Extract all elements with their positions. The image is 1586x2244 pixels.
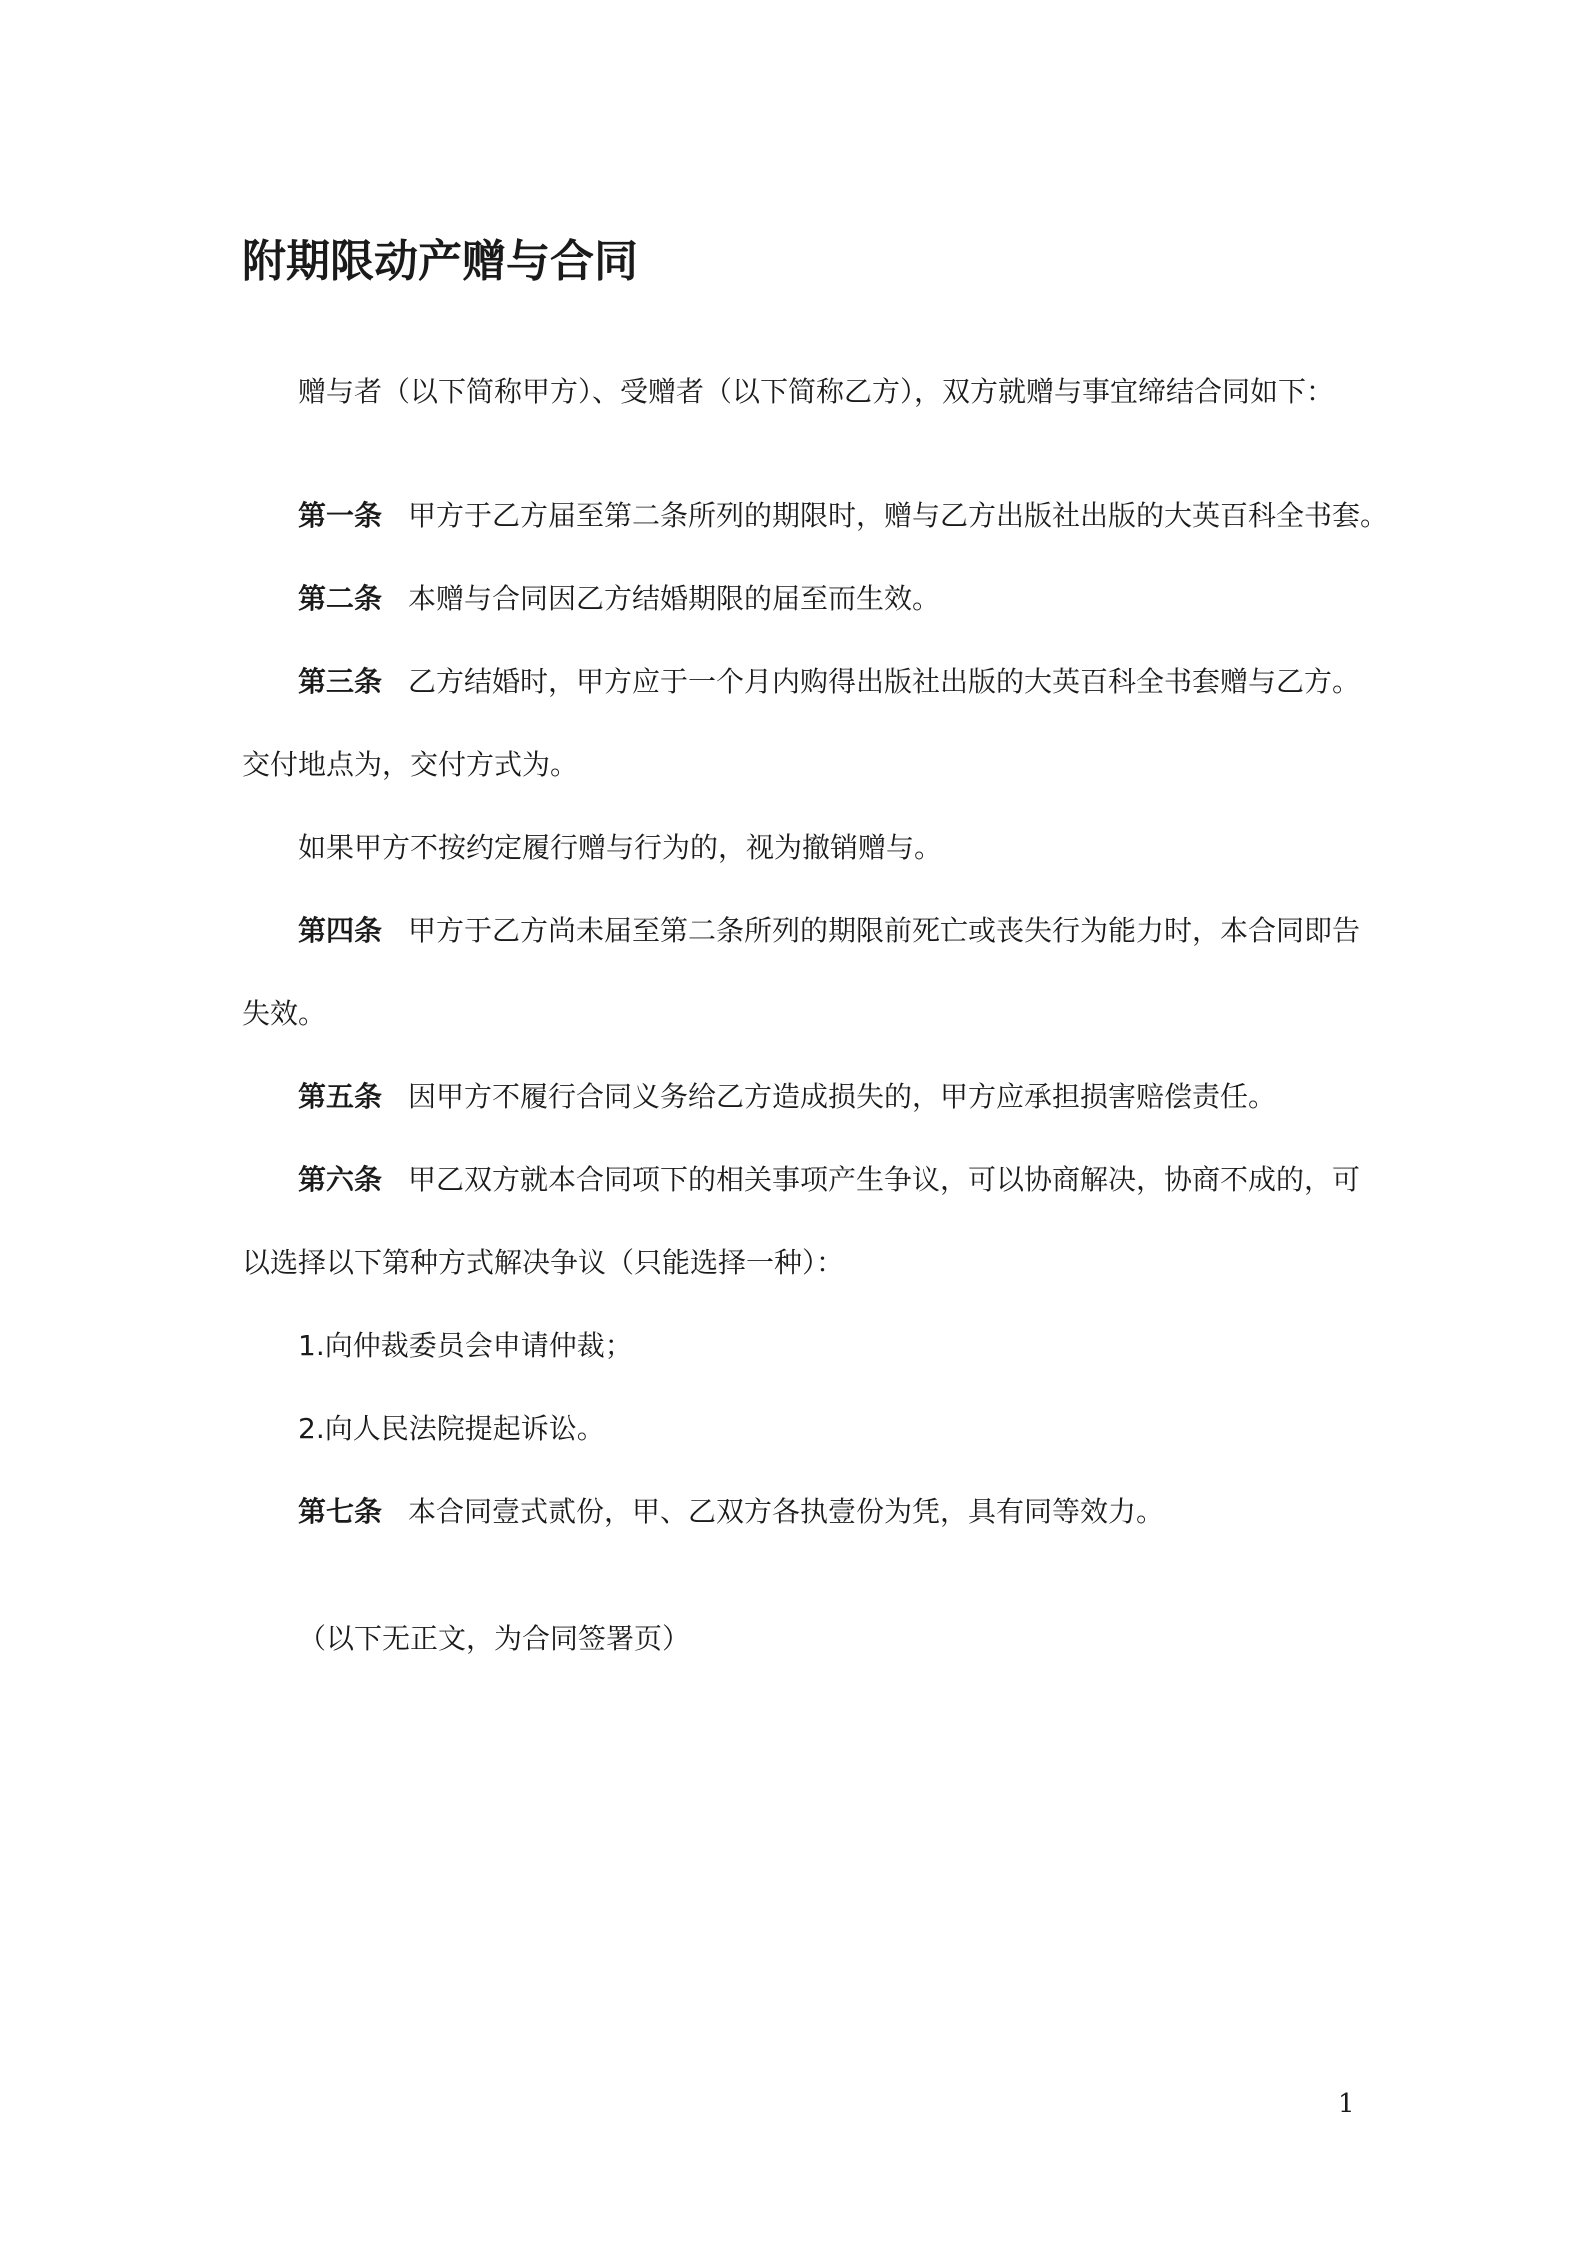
- article-7-text: 本合同壹式贰份，甲、乙双方各执壹份为凭，具有同等效力。: [408, 1495, 1165, 1528]
- article-1: [298, 496, 1388, 536]
- article-6-text: 甲乙双方就本合同项下的相关事项产生争议，可以协商解决，协商不成的，可: [408, 1163, 1361, 1196]
- closing-note: （以下无正文，为合同签署页）: [298, 1622, 691, 1655]
- article-4: [298, 911, 1360, 951]
- article-5-text: 因甲方不履行合同义务给乙方造成损失的，甲方应承担损害赔偿责任。: [408, 1080, 1277, 1113]
- article-7: [298, 1492, 1164, 1532]
- article-6: [298, 1160, 1360, 1200]
- article-2-label: 第二条: [298, 582, 383, 615]
- option-2: 2.向人民法院提起诉讼。: [298, 1412, 605, 1445]
- article-2-text: 本赠与合同因乙方结婚期限的届至而生效。: [408, 582, 941, 615]
- document-title: 附期限动产赠与合同: [242, 236, 638, 287]
- article-6-continuation: 以选择以下第种方式解决争议（只能选择一种）：: [242, 1246, 845, 1279]
- article-3-paragraph-2: 如果甲方不按约定履行赠与行为的，视为撤销赠与。: [298, 831, 943, 864]
- article-2: [298, 579, 940, 619]
- article-3: [298, 662, 1360, 702]
- article-4-label: 第四条: [298, 914, 383, 947]
- option-1: 1.向仲裁委员会申请仲裁；: [298, 1329, 633, 1362]
- article-3-label: 第三条: [298, 665, 383, 698]
- article-5: [298, 1077, 1276, 1117]
- page-number: 1: [1338, 2089, 1355, 2119]
- article-4-continuation: 失效。: [242, 997, 327, 1030]
- intro-paragraph: 赠与者（以下简称甲方）、受赠者（以下简称乙方），双方就赠与事宜缔结合同如下：: [298, 375, 1335, 408]
- article-5-label: 第五条: [298, 1080, 383, 1113]
- article-1-label: 第一条: [298, 499, 383, 532]
- article-3-text: 乙方结婚时，甲方应于一个月内购得出版社出版的大英百科全书套赠与乙方。: [408, 665, 1361, 698]
- article-1-text: 甲方于乙方届至第二条所列的期限时，赠与乙方出版社出版的大英百科全书套。: [408, 499, 1389, 532]
- article-6-label: 第六条: [298, 1163, 383, 1196]
- article-3-continuation: 交付地点为，交付方式为。: [242, 748, 579, 781]
- article-7-label: 第七条: [298, 1495, 383, 1528]
- article-4-text: 甲方于乙方尚未届至第二条所列的期限前死亡或丧失行为能力时，本合同即告: [408, 914, 1361, 947]
